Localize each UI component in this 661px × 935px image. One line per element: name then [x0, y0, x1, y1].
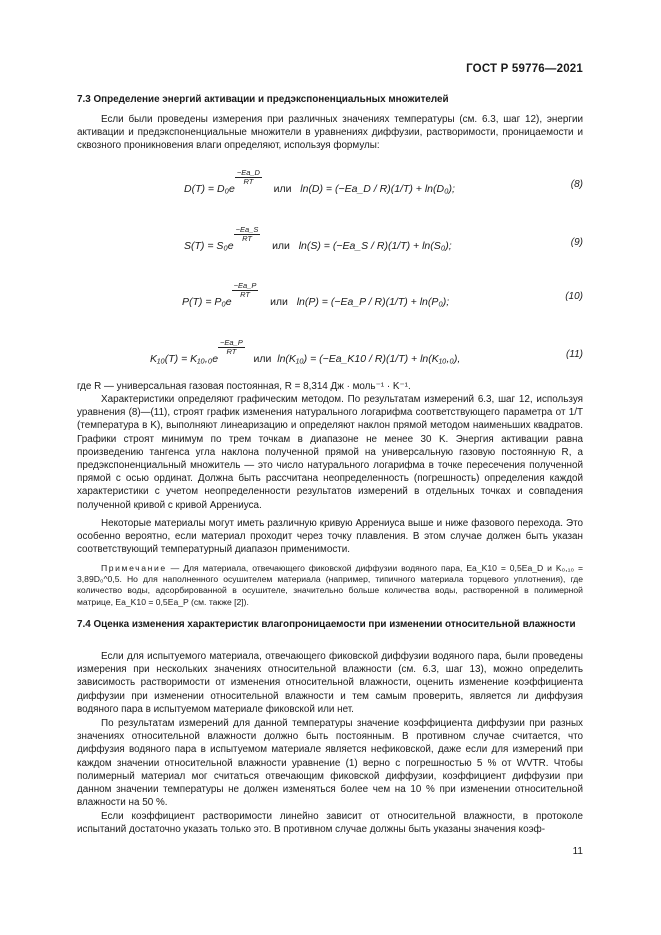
equation-10-exp-den: RT: [240, 290, 250, 299]
equation-8-exp-num: −Ea_D: [236, 168, 260, 177]
note: [77, 563, 583, 608]
paragraph-arrhenius: Некоторые материалы могут иметь различную кривую Аррениуса выше и ниже фазового перехода. Это особенно вероятно, если материал проходит через точку плавления. В этом случае должен быть указан соответствующий температурный диапазон применимости.: [77, 518, 583, 556]
equation-10-number: (10): [565, 291, 583, 302]
equation-10-left: P(T) = P₀e: [182, 295, 232, 308]
equation-11-exp-num: −Ea_P: [220, 338, 243, 347]
equation-9-number: (9): [570, 237, 583, 248]
section-7-3-title: 7.3 Определение энергий активации и предэкспоненциальных множителей: [77, 94, 449, 105]
equation-11-exp-den: RT: [226, 347, 237, 356]
equation-9-exp-den: RT: [242, 234, 252, 243]
equation-8: [184, 169, 455, 195]
section-7-3-intro: Если были проведены измерения при различных значениях температуры (см. 6.3, шаг 12), энергии активации и предэкспоненциальные множители в уравнениях диффузии, растворимости, проницаемости и сквозного проникновения влаги определяют, используя формулы:: [77, 114, 583, 152]
equation-9: [184, 226, 452, 252]
equation-11-left: K₁₀(T) = K₁₀,₀e: [150, 352, 219, 365]
standard-header: ГОСТ Р 59776—2021: [466, 63, 583, 75]
equation-9-or: или: [272, 239, 290, 252]
paragraph-characteristics: Характеристики определяют графическим методом. По результатам измерений 6.3, шаг 12, используя уравнения (8)—(11), строят график изменения натурального логарифма соответствующего параметра от 1/T (температура в K), выполняют линеаризацию и определяют наклон прямой методом наименьших квадратов. Графики строят минимум по трем точкам в диапазоне не менее 30 K. Энергия активации равна произведению тангенса угла наклона полученной прямой на универсальную газовую постоянную R, а предэкспоненциальный множитель — это число натурального логарифма в точке пересечения полученной прямой с осью ординат. Должна быть рассчитана неопределенность (погрешность) определения каждой характеристики с учетом неопределенности результатов измерений в отдельных точках и совпадения полученной кривой с кривой Аррениуса.: [77, 394, 583, 511]
equation-11-or: или: [253, 352, 272, 365]
equation-9-right: ln(S) = (−Ea_S / R)(1/T) + ln(S₀);: [298, 239, 452, 252]
equation-11-right: ln(K₁₀) = (−Ea_K10 / R)(1/T) + ln(K₁₀,₀),: [277, 352, 461, 365]
equation-8-number: (8): [570, 179, 583, 190]
equation-11-number: (11): [565, 349, 583, 360]
section-7-4-paragraph-3: Если коэффициент растворимости линейно зависит от относительной влажности, в протоколе испытаний достаточно указать только это. В противном случае должны быть указаны значения коэф-: [77, 811, 583, 836]
equation-8-or: или: [273, 182, 292, 195]
section-7-4-paragraph-1: Если для испытуемого материала, отвечающего фиковской диффузии водяного пара, были проведены измерения при нескольких значениях относительной влажности (см. 6.3, шаг 13), можно определить зависимость растворимости от изменения относительной влажности, оценить изменение коэффициента диффузии при изменении относительной влажности и тем самым проверить, является ли диффузия водяного пара в испытуемом материале фиковской или нет.: [77, 651, 583, 715]
equation-10: [182, 282, 449, 308]
equation-11: [150, 339, 460, 365]
section-7-4-title: 7.4 Оценка изменения характеристик влагопроницаемости при изменении относительной влажности: [77, 619, 576, 630]
note-text: — Для материала, отвечающего фиковской диффузии водяного пара, Ea_K10 = 0,5Ea_D и K₀,₁₀ = 3,89D₀^0,5. Но для наполненного осушителем материала (например, типичного материала торцевого уплотнения), где количество воды, адсорбированной в осушителе, значительно больше количества воды, растворенной в полимерной матрице, Ea_K10 = 0,5Ea_P (см. также [2]).: [77, 563, 583, 607]
equation-9-left: S(T) = S₀e: [184, 239, 234, 252]
note-label: Примечание: [101, 563, 167, 573]
equation-10-or: или: [270, 295, 288, 308]
equation-8-left: D(T) = D₀e: [184, 182, 235, 195]
equation-9-exp-num: −Ea_S: [235, 225, 259, 234]
page-number: 11: [572, 846, 583, 857]
section-7-4-paragraph-2: По результатам измерений для данной температуры значение коэффициента диффузии при разных значениях относительной влажности должно быть постоянным. В противном случае считается, что диффузия водяного пара в испытуемом материале является нефиковской, даже если для измерений при каждом значении относительной влажности уравнение (1) верно с погрешностью 5 % от WVTR. Чтобы полимерный материал мог считаться отвечающим фиковской диффузии, коэффициент диффузии при данном значении температуры не должен изменяться более чем на 10 % при изменении относительной влажности на 50 %.: [77, 718, 583, 809]
equation-10-exp-num: −Ea_P: [233, 281, 257, 290]
equation-8-right: ln(D) = (−Ea_D / R)(1/T) + ln(D₀);: [300, 182, 455, 195]
equation-10-right: ln(P) = (−Ea_P / R)(1/T) + ln(P₀);: [296, 295, 450, 308]
where-clause: где R — универсальная газовая постоянная, R = 8,314 Дж · моль⁻¹ · K⁻¹.: [77, 381, 411, 392]
equation-8-exp-den: RT: [243, 177, 254, 186]
